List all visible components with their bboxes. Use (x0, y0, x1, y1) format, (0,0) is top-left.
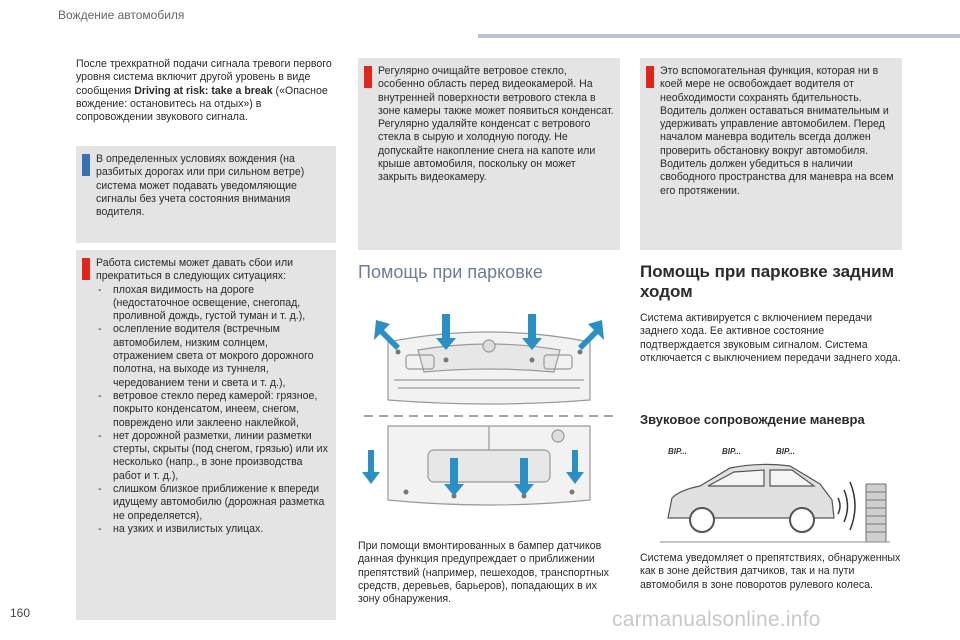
info-box (76, 146, 336, 243)
parking-assist-heading: Помощь при парковке (358, 262, 543, 282)
rear-bumper-image (388, 426, 590, 505)
parking-sensors-illustration (358, 300, 620, 536)
brick-wall (866, 484, 886, 542)
list-item: - плохая видимость на дороге (недостаточное освещение, снегопад, проливной дождь, густой туман и т. д.), (96, 284, 330, 324)
watermark: carmanualsonline.info (612, 608, 821, 631)
warning-intro: Работа системы может давать сбои или прекратиться в следующих ситуациях: (96, 257, 294, 283)
info-text: В определенных условиях вождения (на разбитых дорогах или при сильном ветре) система может подавать уведомляющие сигналы без учета состояния внимания водителя. (96, 153, 305, 219)
warning-box-limitations (76, 250, 336, 620)
list-item: - ослепление водителя (встречным автомобилем, низким солнцем, отражением света от мокрого дорожного полотна, на выходе из туннеля, чередованием тени и света и т. д.), (96, 323, 330, 389)
intro-text-1: После трехкратной подачи сигнала тревоги первого уровня система включит другой уровень в виде сообщения (76, 58, 332, 97)
warning-box-camera (358, 58, 620, 250)
reversing-car-illustration (660, 456, 890, 546)
intro-message: Driving at risk: take a break (134, 84, 273, 97)
info-icon (82, 154, 90, 176)
page-number: 160 (10, 606, 31, 620)
front-bumper-image (388, 332, 590, 404)
driver-warning-text: Это вспомогательная функция, которая ни в коей мере не освобождает водителя от необходимости сохранять бдительность. Водитель должен оставаться внимательным и удерживать управление автомобилем. Перед началом маневра водитель всегда должен проверить обстановку вокруг автомобиля. Водитель должен убедиться в наличии свободного пространства для маневра на всем его протяжении. (660, 65, 894, 197)
rear-parking-body: Система активируется с включением передачи заднего хода. Ее активное состояние подтверждается звуковым сигналом. Система отключается с выключением передачи заднего хода. (640, 312, 901, 364)
camera-warning-text: Регулярно очищайте ветровое стекло, особенно область перед видеокамерой. На внутренней поверхности ветрового стекла в зоне камеры также может появиться конденсат. Регулярно удаляйте конденсат с ветрового стекла в сырую и холодную погоду. Не допускайте накопление снега на капоте или крыше автомобиля, поскольку он может закрыть видеокамеру. (378, 65, 614, 184)
list-item: - ветровое стекло перед камерой: грязное, покрыто конденсатом, инеем, снегом, повреждено или заклеено наклейкой, (96, 390, 330, 430)
header-bar (478, 34, 960, 38)
intro-paragraph (76, 58, 334, 124)
warning-icon (82, 258, 90, 280)
intro-text-2: («Опасное вождение: остановитесь на отдых») в сопровождении звукового сигнала. (76, 84, 328, 124)
sound-waves (838, 482, 855, 530)
section-title: Вождение автомобиля (58, 8, 185, 22)
limitations-list (96, 284, 330, 537)
rear-parking-heading: Помощь при парковке задним ходом (640, 262, 895, 301)
warning-box-driver (640, 58, 902, 250)
beep-label: BIP... (776, 447, 795, 456)
parking-assist-body: При помощи вмонтированных в бампер датчиков данная функция предупреждает о приближении препятствий (например, пешеходов, транспортных средств, деревьев, барьеров), попадающих в их зону обнаружения. (358, 540, 609, 606)
warning-icon (364, 66, 372, 88)
list-item: - нет дорожной разметки, линии разметки стерты, скрыты (под снегом, грязью) или их несколько (напр., в зоне производства работ и т. д.), (96, 430, 330, 483)
beep-label: BIP... (668, 447, 687, 456)
warning-icon (646, 66, 654, 88)
audio-assist-heading: Звуковое сопровождение маневра (640, 412, 865, 427)
audio-assist-body: Система уведомляет о препятствиях, обнаруженных как в зоне действия датчиков, так и на пути автомобиля в зоне поворотов рулевого колеса. (640, 552, 901, 591)
list-item: - на узких и извилистых улицах. (96, 523, 330, 536)
list-item: - слишком близкое приближение к впереди идущему автомобилю (дорожная разметка не определяется), (96, 483, 330, 523)
beep-label: BIP... (722, 447, 741, 456)
